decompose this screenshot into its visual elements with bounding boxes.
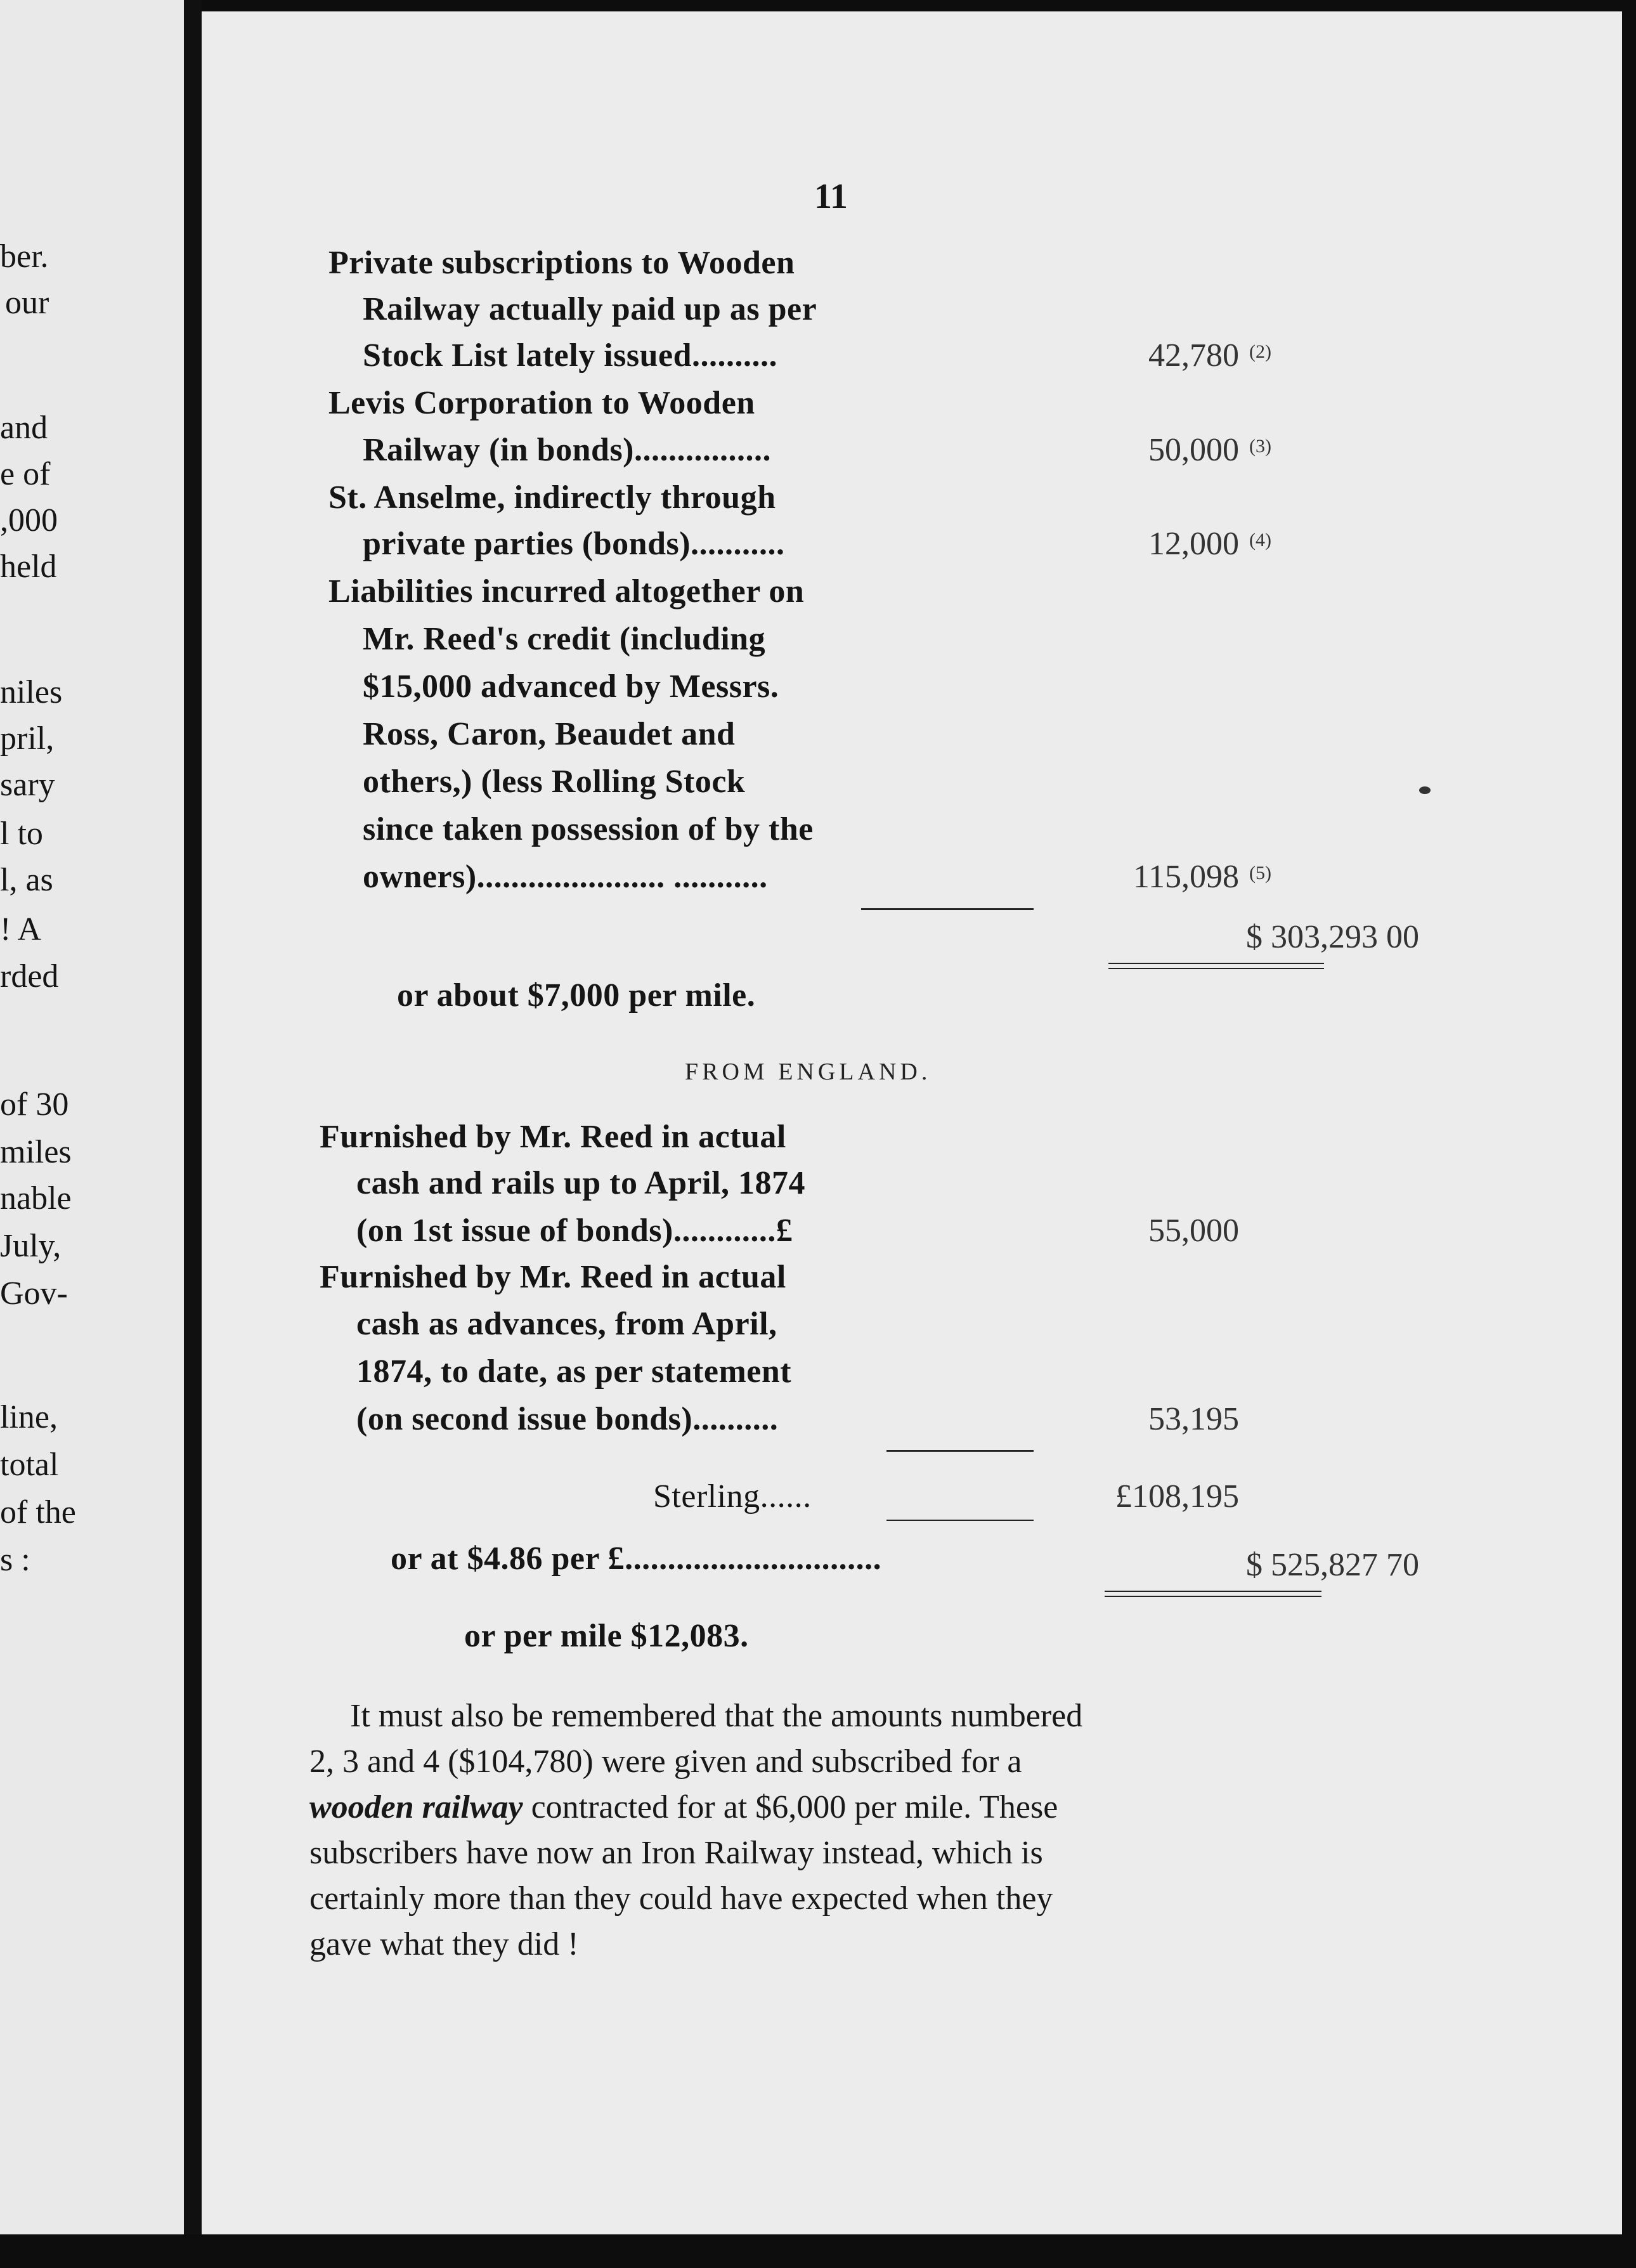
left-fragment: Gov- xyxy=(0,1275,68,1312)
scan-border xyxy=(0,2234,1636,2268)
entry-line: Mr. Reed's credit (including xyxy=(363,621,766,657)
entry-amount: 115,098 xyxy=(1133,859,1239,895)
left-fragment: l to xyxy=(0,816,43,852)
left-fragment: ! A xyxy=(0,911,41,948)
emphasis-text: wooden railway xyxy=(309,1789,523,1825)
entry-amount: 12,000 xyxy=(1148,526,1239,562)
adjacent-page-fragment xyxy=(0,0,184,2258)
entry-line: owners)...................... ........... xyxy=(363,859,768,895)
entry-note: (3) xyxy=(1249,436,1271,457)
paragraph-text: contracted for at $6,000 per mile. These xyxy=(523,1789,1058,1825)
paragraph-line: certainly more than they could have expected when they xyxy=(309,1880,1053,1917)
entry-line: cash and rails up to April, 1874 xyxy=(356,1165,806,1201)
document-page xyxy=(202,11,1622,2234)
total-rule xyxy=(1105,1591,1321,1592)
subtotal-rule xyxy=(861,908,1034,910)
section-heading: FROM ENGLAND. xyxy=(685,1059,932,1085)
entry-line: Ross, Caron, Beaudet and xyxy=(363,716,736,752)
left-fragment: of 30 xyxy=(0,1086,69,1123)
entry-note: (5) xyxy=(1249,863,1271,883)
entry-note: (4) xyxy=(1249,530,1271,551)
entry-line: $15,000 advanced by Messrs. xyxy=(363,668,779,705)
paragraph-line xyxy=(309,1785,1302,1830)
left-fragment: ,000 xyxy=(0,502,58,538)
book-gutter xyxy=(184,0,202,2268)
entry-line: Furnished by Mr. Reed in actual xyxy=(320,1119,786,1155)
entry-line: Levis Corporation to Wooden xyxy=(328,385,755,421)
paragraph-line: subscribers have now an Iron Railway instead, which is xyxy=(309,1835,1043,1871)
total-amount: $ 303,293 00 xyxy=(1246,919,1419,955)
left-fragment: e of xyxy=(0,456,51,492)
entry-amount: 55,000 xyxy=(1148,1213,1239,1249)
left-fragment: held xyxy=(0,549,57,585)
left-fragment: our xyxy=(5,285,49,321)
total-rule xyxy=(1105,1596,1321,1597)
entry-line: private parties (bonds)........... xyxy=(363,526,785,562)
total-amount: $ 525,827 70 xyxy=(1246,1547,1419,1583)
left-fragment: July, xyxy=(0,1228,62,1264)
entry-line: cash as advances, from April, xyxy=(356,1306,777,1342)
left-fragment: ber. xyxy=(0,238,49,275)
total-rule xyxy=(1108,963,1324,964)
entry-line: Stock List lately issued.......... xyxy=(363,337,778,374)
ink-speck xyxy=(1419,786,1431,794)
paragraph-line: It must also be remembered that the amounts numbered xyxy=(350,1698,1083,1734)
left-fragment: l, as xyxy=(0,862,53,898)
entry-line: Private subscriptions to Wooden xyxy=(328,245,795,281)
left-fragment: total xyxy=(0,1447,59,1483)
entry-line: since taken possession of by the xyxy=(363,811,814,847)
left-fragment: and xyxy=(0,410,48,446)
entry-line: Furnished by Mr. Reed in actual xyxy=(320,1259,786,1295)
per-mile-note: or about $7,000 per mile. xyxy=(397,977,756,1013)
left-fragment: s : xyxy=(0,1542,30,1578)
entry-line: Railway actually paid up as per xyxy=(363,291,817,327)
entry-amount: 50,000 xyxy=(1148,432,1239,468)
entry-note: (2) xyxy=(1249,341,1271,362)
entry-amount: 42,780 xyxy=(1148,337,1239,374)
entry-line: others,) (less Rolling Stock xyxy=(363,764,746,800)
left-fragment: nable xyxy=(0,1180,72,1216)
conversion-label: or at $4.86 per £.............................. xyxy=(391,1541,882,1577)
sterling-rule xyxy=(886,1520,1034,1521)
closing-paragraph xyxy=(309,1693,1302,1967)
sterling-amount: £108,195 xyxy=(1115,1478,1239,1515)
left-fragment: sary xyxy=(0,767,55,803)
page-number: 11 xyxy=(814,177,848,216)
entry-amount: 53,195 xyxy=(1148,1401,1239,1437)
paragraph-line: gave what they did ! xyxy=(309,1926,579,1962)
per-mile-note: or per mile $12,083. xyxy=(464,1618,749,1654)
entry-line: Railway (in bonds)................ xyxy=(363,432,771,468)
subtotal-rule xyxy=(886,1450,1034,1452)
entry-line: Liabilities incurred altogether on xyxy=(328,573,805,609)
left-fragment: rded xyxy=(0,958,59,994)
entry-line: (on 1st issue of bonds)............£ xyxy=(356,1213,793,1249)
left-fragment: miles xyxy=(0,1134,72,1170)
entry-line: (on second issue bonds).......... xyxy=(356,1401,779,1437)
left-fragment: pril, xyxy=(0,720,55,757)
left-fragment: line, xyxy=(0,1399,58,1435)
entry-line: St. Anselme, indirectly through xyxy=(328,479,776,516)
paragraph-line: 2, 3 and 4 ($104,780) were given and subscribed for a xyxy=(309,1743,1022,1780)
entry-line: 1874, to date, as per statement xyxy=(356,1353,792,1390)
left-fragment: niles xyxy=(0,674,63,710)
sterling-label: Sterling...... xyxy=(653,1478,812,1515)
left-fragment: of the xyxy=(0,1494,76,1530)
total-rule xyxy=(1108,968,1324,969)
